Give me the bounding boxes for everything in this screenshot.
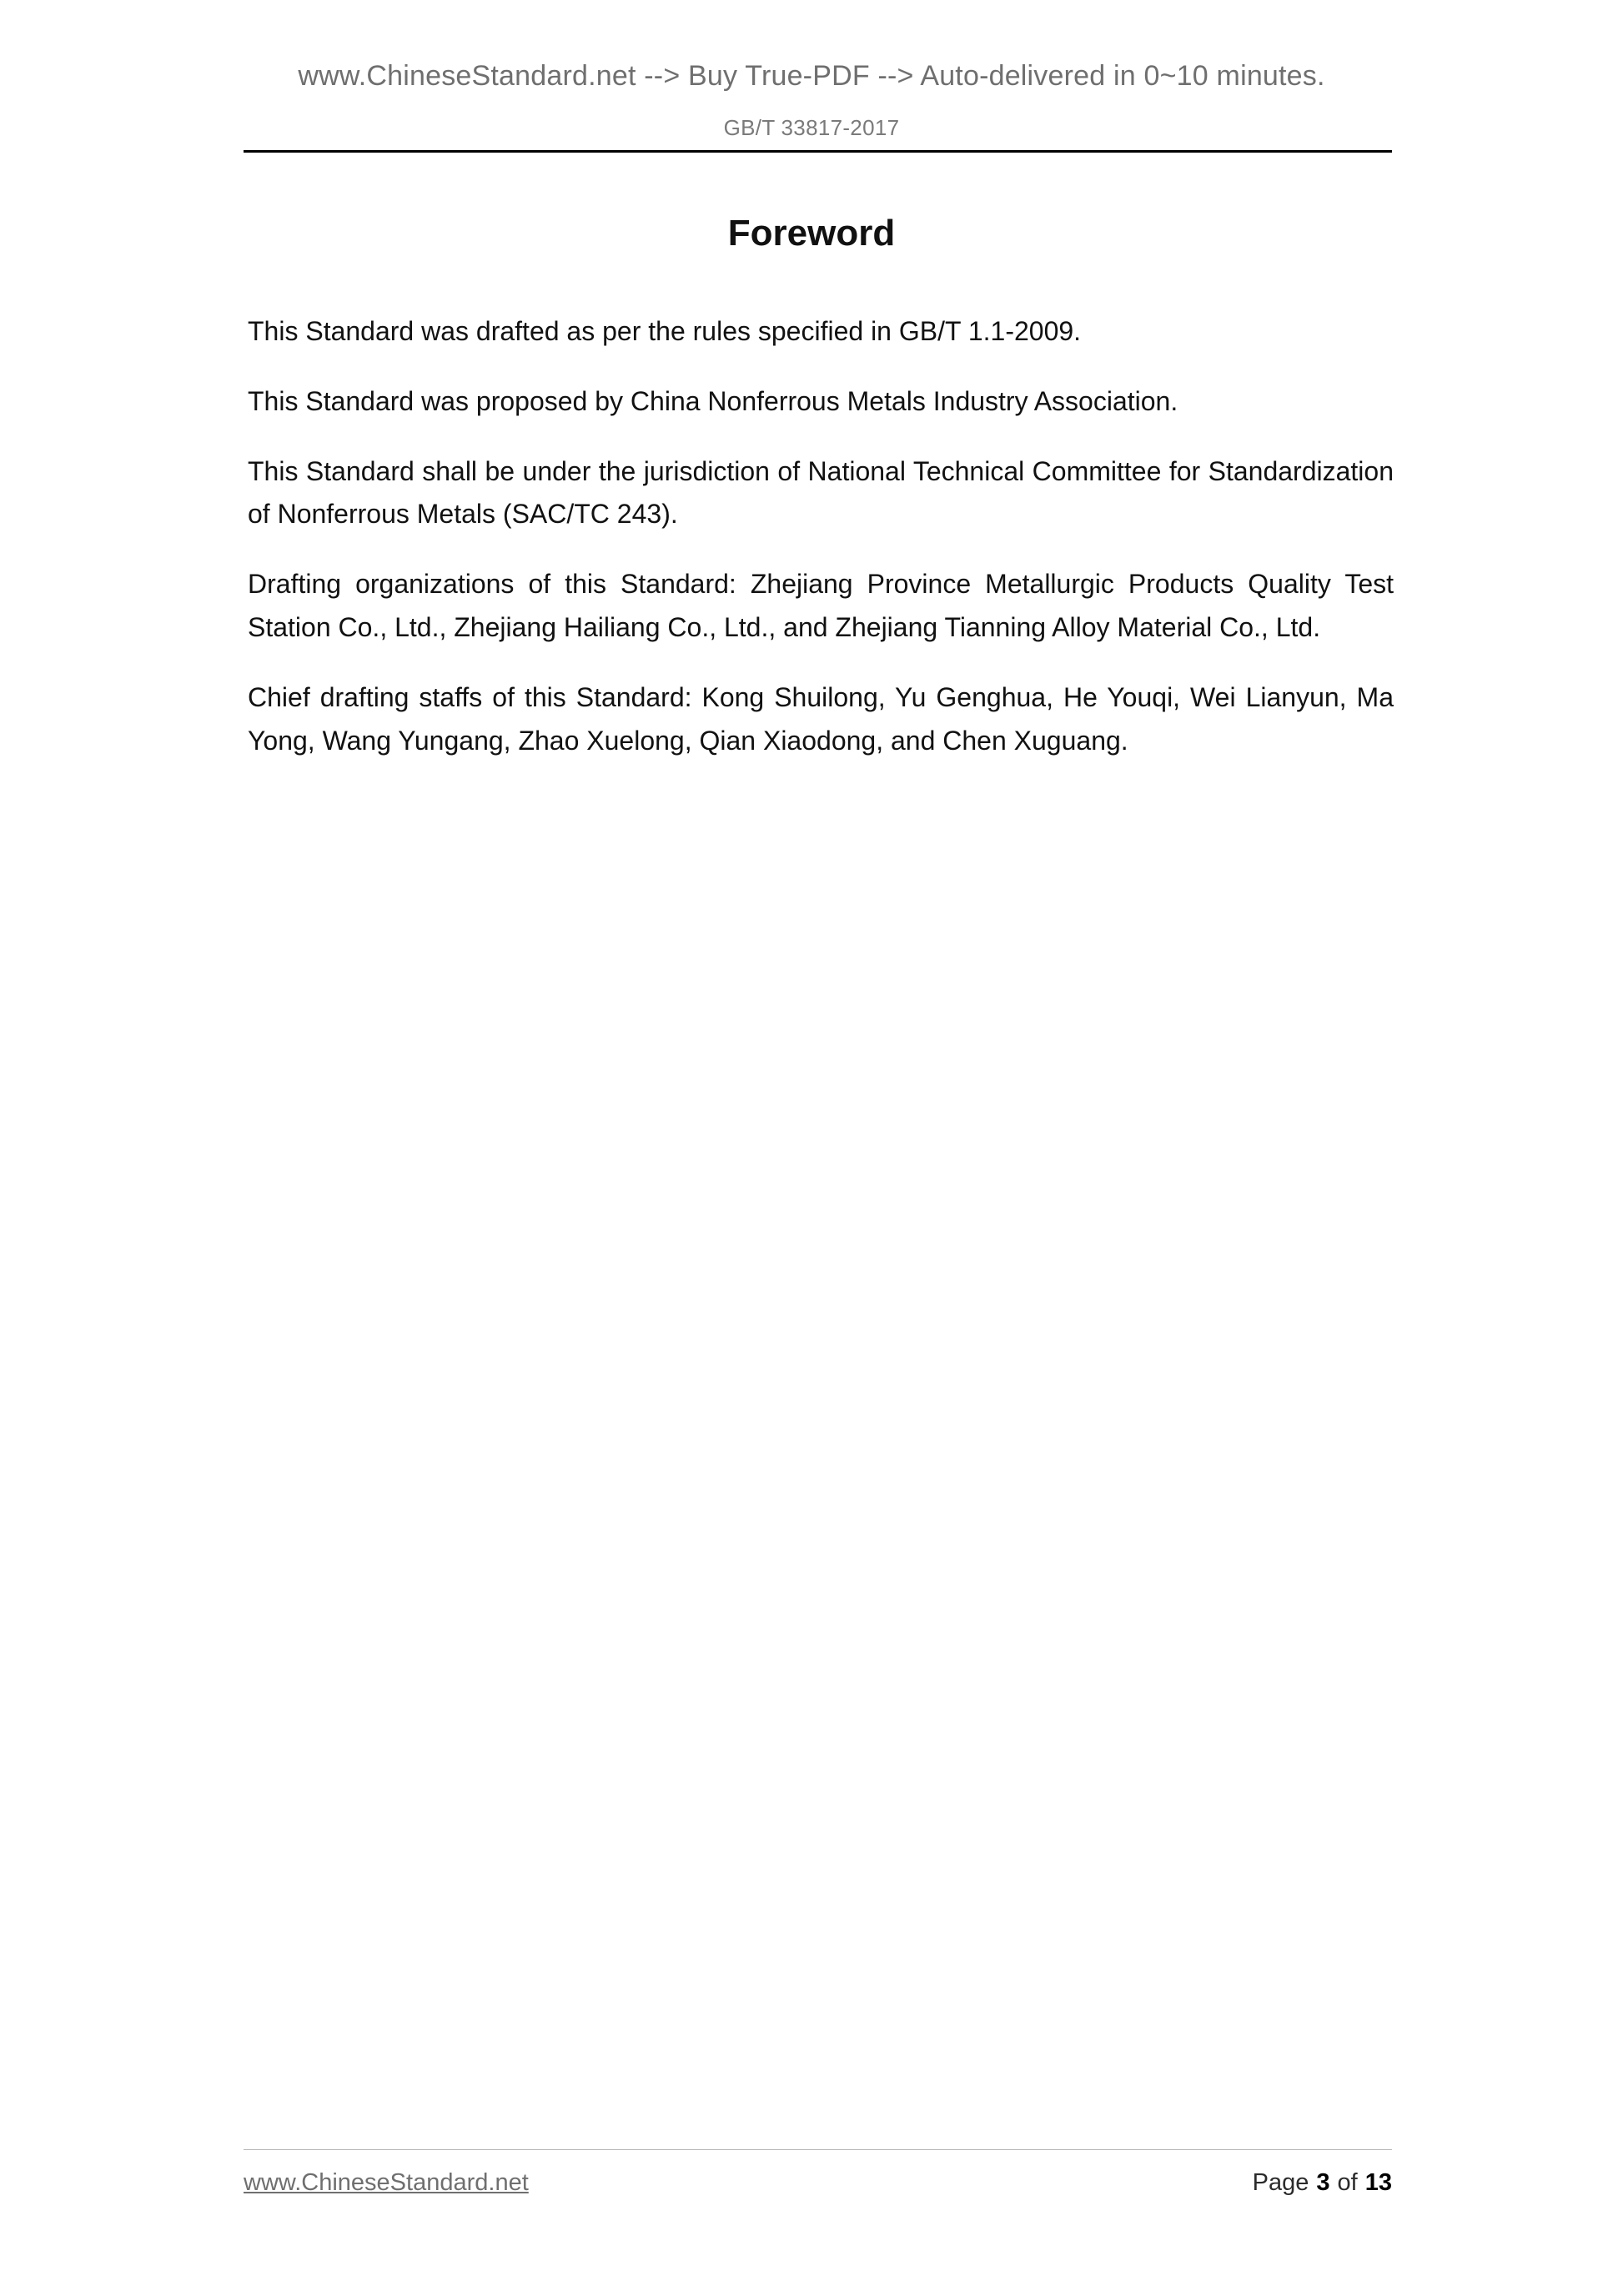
footer-divider <box>244 2149 1392 2150</box>
paragraph: This Standard shall be under the jurisdiction of National Technical Committee for Standardization of Nonferrous Metals (SAC/TC 243). <box>248 455 1394 530</box>
of-label: of <box>1337 2169 1358 2196</box>
current-page-number: 3 <box>1316 2169 1330 2196</box>
document-body <box>248 310 1394 763</box>
standard-number: GB/T 33817-2017 <box>723 115 900 140</box>
promo-banner-text: www.ChineseStandard.net --> Buy True-PDF --> Auto-delivered in 0~10 minutes. <box>298 60 1325 92</box>
page-title: Foreword <box>727 213 896 254</box>
footer-site-link[interactable]: www.ChineseStandard.net <box>244 2169 529 2196</box>
page-indicator <box>1253 2169 1392 2197</box>
paragraph: This Standard was drafted as per the rules specified in GB/T 1.1-2009. <box>248 316 1082 346</box>
paragraph: Drafting organizations of this Standard: Zhejiang Province Metallurgic Products Quality Test Station Co., Ltd., Zhejiang Hailiang Co., Ltd., and Zhejiang Tianning Alloy Material Co., Ltd. <box>248 569 1394 643</box>
paragraph: Chief drafting staffs of this Standard: Kong Shuilong, Yu Genghua, He Youqi, Wei Lianyun, Ma Yong, Wang Yungang, Zhao Xuelong, Qian Xiaodong, and Chen Xuguang. <box>248 681 1394 756</box>
paragraph: This Standard was proposed by China Nonferrous Metals Industry Association. <box>248 385 1178 416</box>
page-label: Page <box>1252 2169 1309 2196</box>
header-divider <box>244 150 1392 153</box>
page-footer <box>244 2169 1392 2203</box>
total-page-number: 13 <box>1364 2169 1392 2196</box>
